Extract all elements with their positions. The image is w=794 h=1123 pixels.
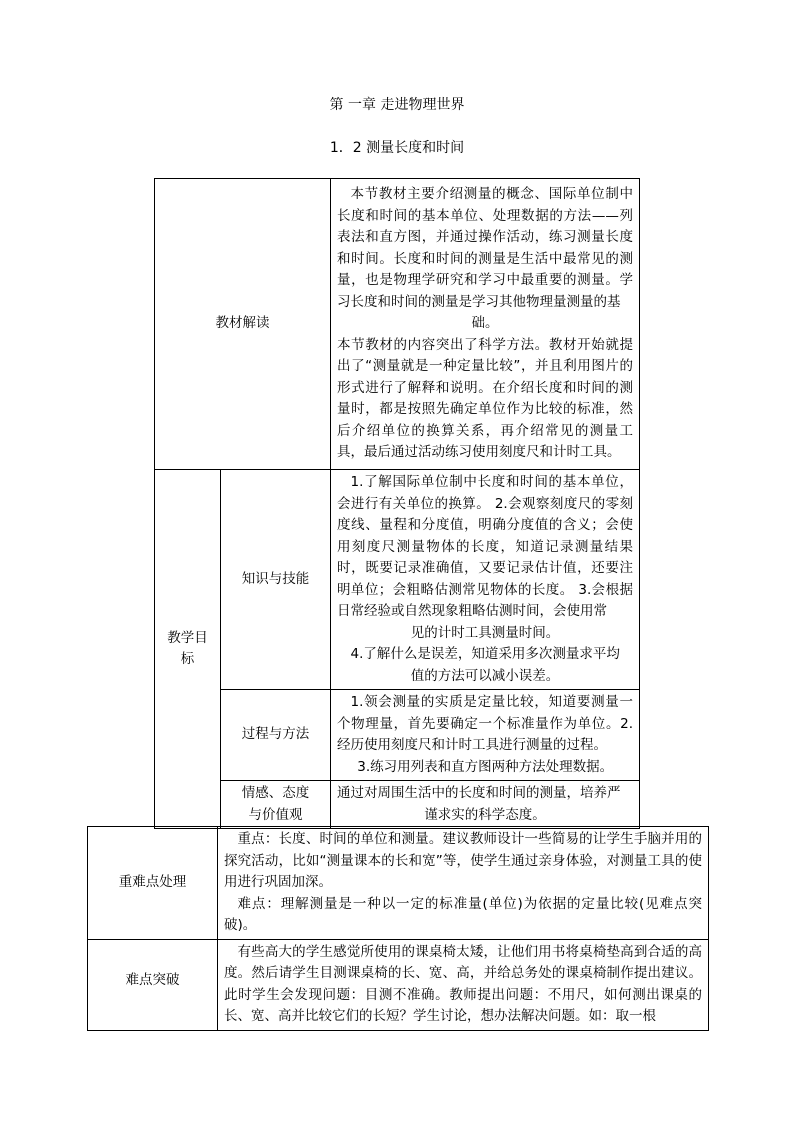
process-content-cell bbox=[331, 690, 640, 781]
key-label-cell bbox=[88, 827, 218, 940]
process-paragraph-2: 3.练习用列表和直方图两种方法处理数据。 bbox=[357, 758, 614, 775]
jiaocai-content-cell bbox=[331, 179, 640, 470]
jiaocai-label: 教材解读 bbox=[215, 315, 270, 332]
process-paragraph-1: 1.领会测量的实质是定量比较，知道要测量一个物理量，首先要确定一个标准量作为单位。2.经历使用刻度尺和计时工具进行测量的过程。 bbox=[337, 694, 633, 753]
emotion-content-cell bbox=[331, 781, 640, 829]
key-paragraph-1: 重点：长度、时间的单位和测量。建议教师设计一些简易的让学生手脑并用的探究活动，比如“测量课本的长和宽”等，使学生通过亲身体验，对测量工具的使用进行巩固加深。 bbox=[224, 831, 702, 890]
jiaocai-paragraph-2: 本节教材的内容突出了科学方法。教材开始就提出了“测量就是一种定量比较”，并且利用图片的形式进行了解释和说明。在介绍长度和时间的测量时，都是按照先确定单位作为比较的标准，然后介绍单位的换算关系，再介绍常见的测量工具，最后通过活动练习使用刻度尺和计时工具。 bbox=[337, 336, 633, 461]
knowledge-paragraph-2-end: 值的方法可以减小误差。 bbox=[410, 667, 560, 684]
difficulty-table bbox=[87, 826, 709, 1031]
goal-label: 教学目标 bbox=[167, 629, 208, 667]
jiaocai-label-cell bbox=[155, 179, 331, 470]
break-paragraph: 有些高大的学生感觉所使用的课桌椅太矮，让他们用书将桌椅垫高到合适的高度。然后请学生目测课桌椅的长、宽、高，并给总务处的课桌椅制作提出建议。此时学生会发现问题：目测不准确。教师提出问题：不用尺，如何测出课桌的长、宽、高并比较它们的长短？学生讨论，想办法解决问题。如：取一根 bbox=[224, 943, 702, 1024]
key-paragraph-2: 难点：理解测量是一种以一定的标准量(单位)为依据的定量比较(见难点突破)。 bbox=[224, 895, 702, 933]
knowledge-label-cell bbox=[221, 470, 331, 690]
emotion-label: 情感、态度与价值观 bbox=[241, 785, 310, 823]
knowledge-paragraph-2: 4.了解什么是误差，知道采用多次测量求平均 bbox=[350, 646, 620, 662]
key-content-cell bbox=[218, 827, 709, 940]
chapter-title: 第 一章 走进物理世界 bbox=[329, 97, 465, 113]
knowledge-label: 知识与技能 bbox=[241, 570, 310, 587]
goal-label-cell bbox=[155, 470, 221, 829]
jiaocai-paragraph-1: 本节教材主要介绍测量的概念、国际单位制中长度和时间的基本单位、处理数据的方法——列表法和直方图，并通过操作活动，练习测量长度和时间。长度和时间的测量是生活中最常见的测量，也是物理学研究和学习中最重要的测量。学习长度和时间的测量是学习其他物理量测量的基 bbox=[337, 186, 633, 310]
process-label: 过程与方法 bbox=[241, 726, 310, 743]
break-label-cell bbox=[88, 939, 218, 1030]
lesson-table bbox=[154, 178, 640, 829]
knowledge-paragraph-1: 1.了解国际单位制中长度和时间的基本单位，会进行有关单位的换算。 2.会观察刻度尺的零刻度线、量程和分度值，明确分度值的含义；会使用刻度尺测量物体的长度，知道记录测量结果时，既要记录准确值，又要记录估计值，还要注明单位；会粗略估测常见物体的长度。 3.会根据日常经验或自然现象粗略估测时间，会使用常 bbox=[337, 474, 633, 619]
process-label-cell bbox=[221, 690, 331, 781]
break-content-cell bbox=[218, 939, 709, 1030]
knowledge-paragraph-1-end: 见的计时工具测量时间。 bbox=[410, 624, 560, 641]
key-label: 重难点处理 bbox=[118, 874, 187, 890]
break-label: 难点突破 bbox=[125, 971, 180, 988]
knowledge-content-cell bbox=[331, 470, 640, 690]
section-title: 1．2 测量长度和时间 bbox=[329, 140, 465, 156]
jiaocai-paragraph-1-end: 础。 bbox=[471, 315, 499, 332]
emotion-paragraph-1: 通过对周围生活中的长度和时间的测量，培养严 bbox=[337, 785, 621, 801]
emotion-label-cell bbox=[221, 781, 331, 829]
emotion-paragraph-1-end: 谨求实的科学态度。 bbox=[424, 806, 546, 823]
